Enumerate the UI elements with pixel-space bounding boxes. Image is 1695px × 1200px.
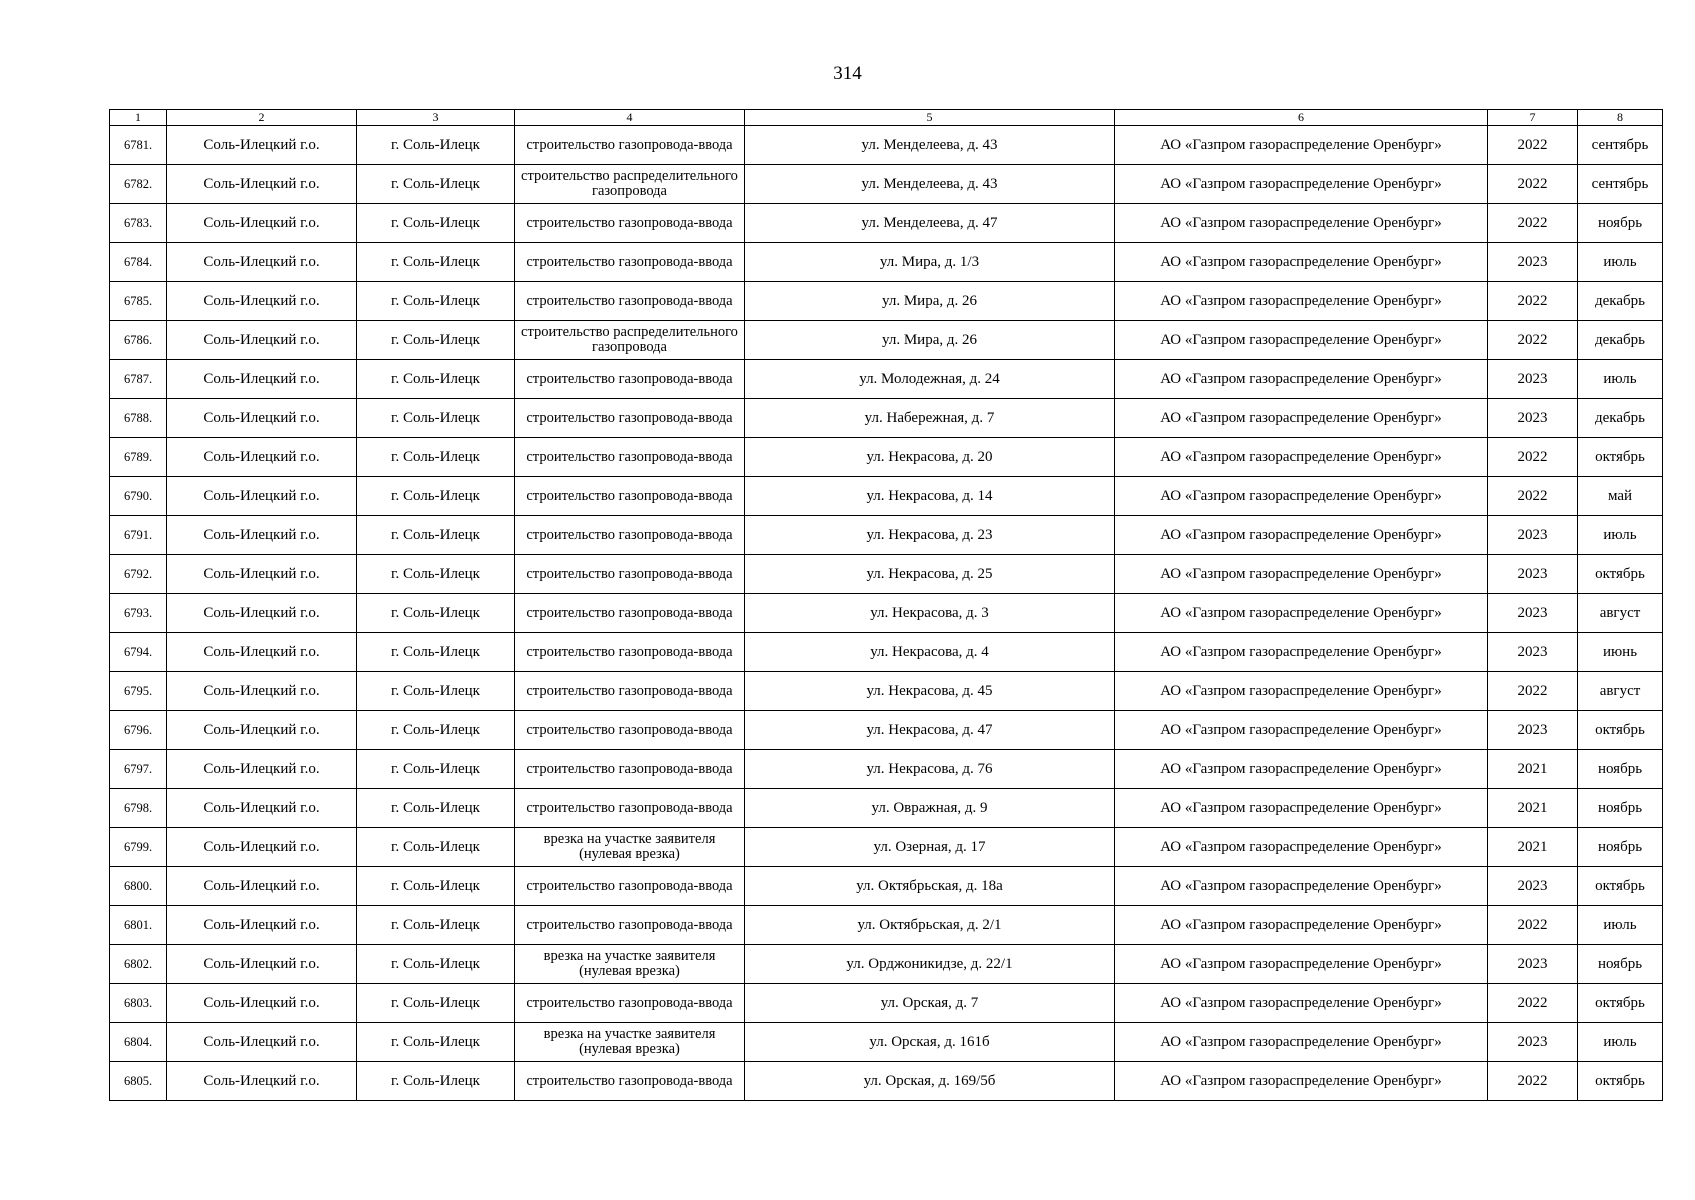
- row-number-cell: 6782.: [110, 165, 167, 204]
- settlement-cell: г. Соль-Илецк: [357, 867, 515, 906]
- work-type-cell: строительство газопровода-ввода: [515, 204, 745, 243]
- row-number-cell: 6796.: [110, 711, 167, 750]
- month-cell: август: [1578, 672, 1663, 711]
- settlement-cell: г. Соль-Илецк: [357, 828, 515, 867]
- address-cell: ул. Некрасова, д. 45: [745, 672, 1115, 711]
- organization-cell: АО «Газпром газораспределение Оренбург»: [1115, 399, 1488, 438]
- work-type-cell: строительство газопровода-ввода: [515, 906, 745, 945]
- organization-cell: АО «Газпром газораспределение Оренбург»: [1115, 906, 1488, 945]
- district-cell: Соль-Илецкий г.о.: [167, 984, 357, 1023]
- row-number-cell: 6784.: [110, 243, 167, 282]
- settlement-cell: г. Соль-Илецк: [357, 1023, 515, 1062]
- table-row: [110, 750, 1663, 789]
- month-cell: июль: [1578, 516, 1663, 555]
- address-cell: ул. Некрасова, д. 20: [745, 438, 1115, 477]
- row-number-cell: 6798.: [110, 789, 167, 828]
- work-type-cell: строительство распределительного газопровода: [515, 321, 745, 360]
- work-type-cell: строительство газопровода-ввода: [515, 516, 745, 555]
- table-row: [110, 204, 1663, 243]
- address-cell: ул. Некрасова, д. 76: [745, 750, 1115, 789]
- district-cell: Соль-Илецкий г.о.: [167, 945, 357, 984]
- year-cell: 2021: [1488, 828, 1578, 867]
- table-row: [110, 828, 1663, 867]
- work-type-cell: строительство газопровода-ввода: [515, 438, 745, 477]
- address-cell: ул. Некрасова, д. 23: [745, 516, 1115, 555]
- table-row: [110, 867, 1663, 906]
- year-cell: 2023: [1488, 711, 1578, 750]
- organization-cell: АО «Газпром газораспределение Оренбург»: [1115, 711, 1488, 750]
- address-cell: ул. Менделеева, д. 43: [745, 165, 1115, 204]
- address-cell: ул. Некрасова, д. 14: [745, 477, 1115, 516]
- row-number-cell: 6795.: [110, 672, 167, 711]
- organization-cell: АО «Газпром газораспределение Оренбург»: [1115, 126, 1488, 165]
- month-cell: ноябрь: [1578, 204, 1663, 243]
- column-number: 3: [357, 110, 515, 126]
- organization-cell: АО «Газпром газораспределение Оренбург»: [1115, 594, 1488, 633]
- month-cell: июль: [1578, 906, 1663, 945]
- district-cell: Соль-Илецкий г.о.: [167, 594, 357, 633]
- organization-cell: АО «Газпром газораспределение Оренбург»: [1115, 789, 1488, 828]
- table-row: [110, 789, 1663, 828]
- work-type-cell: строительство газопровода-ввода: [515, 555, 745, 594]
- district-cell: Соль-Илецкий г.о.: [167, 711, 357, 750]
- address-cell: ул. Менделеева, д. 47: [745, 204, 1115, 243]
- settlement-cell: г. Соль-Илецк: [357, 711, 515, 750]
- district-cell: Соль-Илецкий г.о.: [167, 1023, 357, 1062]
- month-cell: октябрь: [1578, 438, 1663, 477]
- year-cell: 2023: [1488, 633, 1578, 672]
- month-cell: октябрь: [1578, 867, 1663, 906]
- organization-cell: АО «Газпром газораспределение Оренбург»: [1115, 204, 1488, 243]
- address-cell: ул. Менделеева, д. 43: [745, 126, 1115, 165]
- table-row: [110, 1062, 1663, 1101]
- table-row: [110, 516, 1663, 555]
- district-cell: Соль-Илецкий г.о.: [167, 516, 357, 555]
- organization-cell: АО «Газпром газораспределение Оренбург»: [1115, 165, 1488, 204]
- table-body: [110, 126, 1663, 1101]
- year-cell: 2022: [1488, 204, 1578, 243]
- year-cell: 2023: [1488, 399, 1578, 438]
- work-type-cell: строительство газопровода-ввода: [515, 672, 745, 711]
- work-type-cell: строительство газопровода-ввода: [515, 282, 745, 321]
- work-type-cell: строительство газопровода-ввода: [515, 711, 745, 750]
- month-cell: июнь: [1578, 633, 1663, 672]
- settlement-cell: г. Соль-Илецк: [357, 789, 515, 828]
- organization-cell: АО «Газпром газораспределение Оренбург»: [1115, 984, 1488, 1023]
- row-number-cell: 6783.: [110, 204, 167, 243]
- address-cell: ул. Некрасова, д. 25: [745, 555, 1115, 594]
- address-cell: ул. Октябрьская, д. 2/1: [745, 906, 1115, 945]
- table-row: [110, 633, 1663, 672]
- row-number-cell: 6788.: [110, 399, 167, 438]
- year-cell: 2022: [1488, 165, 1578, 204]
- address-cell: ул. Набережная, д. 7: [745, 399, 1115, 438]
- table-row: [110, 711, 1663, 750]
- column-number: 1: [110, 110, 167, 126]
- work-type-cell: врезка на участке заявителя (нулевая врезка): [515, 1023, 745, 1062]
- address-cell: ул. Мира, д. 26: [745, 282, 1115, 321]
- district-cell: Соль-Илецкий г.о.: [167, 321, 357, 360]
- settlement-cell: г. Соль-Илецк: [357, 477, 515, 516]
- settlement-cell: г. Соль-Илецк: [357, 984, 515, 1023]
- district-cell: Соль-Илецкий г.о.: [167, 360, 357, 399]
- address-cell: ул. Октябрьская, д. 18а: [745, 867, 1115, 906]
- row-number-cell: 6801.: [110, 906, 167, 945]
- month-cell: ноябрь: [1578, 789, 1663, 828]
- month-cell: декабрь: [1578, 399, 1663, 438]
- work-type-cell: врезка на участке заявителя (нулевая врезка): [515, 945, 745, 984]
- organization-cell: АО «Газпром газораспределение Оренбург»: [1115, 867, 1488, 906]
- table-row: [110, 321, 1663, 360]
- district-cell: Соль-Илецкий г.о.: [167, 399, 357, 438]
- organization-cell: АО «Газпром газораспределение Оренбург»: [1115, 282, 1488, 321]
- table-row: [110, 984, 1663, 1023]
- organization-cell: АО «Газпром газораспределение Оренбург»: [1115, 945, 1488, 984]
- column-number: 8: [1578, 110, 1663, 126]
- district-cell: Соль-Илецкий г.о.: [167, 633, 357, 672]
- work-type-cell: строительство газопровода-ввода: [515, 243, 745, 282]
- work-type-cell: строительство газопровода-ввода: [515, 750, 745, 789]
- year-cell: 2022: [1488, 672, 1578, 711]
- table-row: [110, 399, 1663, 438]
- year-cell: 2022: [1488, 477, 1578, 516]
- address-cell: ул. Некрасова, д. 47: [745, 711, 1115, 750]
- settlement-cell: г. Соль-Илецк: [357, 555, 515, 594]
- address-cell: ул. Орская, д. 161б: [745, 1023, 1115, 1062]
- address-cell: ул. Некрасова, д. 3: [745, 594, 1115, 633]
- settlement-cell: г. Соль-Илецк: [357, 906, 515, 945]
- address-cell: ул. Орская, д. 169/5б: [745, 1062, 1115, 1101]
- settlement-cell: г. Соль-Илецк: [357, 126, 515, 165]
- organization-cell: АО «Газпром газораспределение Оренбург»: [1115, 477, 1488, 516]
- settlement-cell: г. Соль-Илецк: [357, 672, 515, 711]
- organization-cell: АО «Газпром газораспределение Оренбург»: [1115, 672, 1488, 711]
- settlement-cell: г. Соль-Илецк: [357, 243, 515, 282]
- month-cell: октябрь: [1578, 555, 1663, 594]
- row-number-cell: 6785.: [110, 282, 167, 321]
- address-cell: ул. Озерная, д. 17: [745, 828, 1115, 867]
- row-number-cell: 6787.: [110, 360, 167, 399]
- column-number-row: [110, 110, 1663, 126]
- row-number-cell: 6790.: [110, 477, 167, 516]
- table-row: [110, 282, 1663, 321]
- settlement-cell: г. Соль-Илецк: [357, 438, 515, 477]
- district-cell: Соль-Илецкий г.о.: [167, 789, 357, 828]
- table-row: [110, 477, 1663, 516]
- organization-cell: АО «Газпром газораспределение Оренбург»: [1115, 1062, 1488, 1101]
- month-cell: октябрь: [1578, 984, 1663, 1023]
- year-cell: 2021: [1488, 750, 1578, 789]
- work-type-cell: строительство газопровода-ввода: [515, 126, 745, 165]
- row-number-cell: 6789.: [110, 438, 167, 477]
- work-type-cell: строительство газопровода-ввода: [515, 594, 745, 633]
- year-cell: 2022: [1488, 126, 1578, 165]
- month-cell: декабрь: [1578, 282, 1663, 321]
- year-cell: 2023: [1488, 360, 1578, 399]
- table-row: [110, 243, 1663, 282]
- table-row: [110, 126, 1663, 165]
- organization-cell: АО «Газпром газораспределение Оренбург»: [1115, 243, 1488, 282]
- table-row: [110, 360, 1663, 399]
- row-number-cell: 6786.: [110, 321, 167, 360]
- month-cell: июль: [1578, 1023, 1663, 1062]
- row-number-cell: 6791.: [110, 516, 167, 555]
- column-number: 7: [1488, 110, 1578, 126]
- work-type-cell: строительство газопровода-ввода: [515, 477, 745, 516]
- settlement-cell: г. Соль-Илецк: [357, 204, 515, 243]
- table-row: [110, 438, 1663, 477]
- work-type-cell: строительство газопровода-ввода: [515, 399, 745, 438]
- table-row: [110, 672, 1663, 711]
- row-number-cell: 6797.: [110, 750, 167, 789]
- settlement-cell: г. Соль-Илецк: [357, 360, 515, 399]
- column-number: 2: [167, 110, 357, 126]
- row-number-cell: 6793.: [110, 594, 167, 633]
- district-cell: Соль-Илецкий г.о.: [167, 282, 357, 321]
- month-cell: май: [1578, 477, 1663, 516]
- month-cell: ноябрь: [1578, 945, 1663, 984]
- settlement-cell: г. Соль-Илецк: [357, 165, 515, 204]
- district-cell: Соль-Илецкий г.о.: [167, 672, 357, 711]
- work-type-cell: строительство газопровода-ввода: [515, 1062, 745, 1101]
- row-number-cell: 6800.: [110, 867, 167, 906]
- row-number-cell: 6781.: [110, 126, 167, 165]
- month-cell: июль: [1578, 360, 1663, 399]
- address-cell: ул. Мира, д. 1/3: [745, 243, 1115, 282]
- address-cell: ул. Мира, д. 26: [745, 321, 1115, 360]
- table-row: [110, 555, 1663, 594]
- row-number-cell: 6799.: [110, 828, 167, 867]
- organization-cell: АО «Газпром газораспределение Оренбург»: [1115, 321, 1488, 360]
- district-cell: Соль-Илецкий г.о.: [167, 126, 357, 165]
- address-cell: ул. Овражная, д. 9: [745, 789, 1115, 828]
- year-cell: 2023: [1488, 555, 1578, 594]
- settlement-cell: г. Соль-Илецк: [357, 399, 515, 438]
- work-type-cell: строительство распределительного газопровода: [515, 165, 745, 204]
- column-number: 4: [515, 110, 745, 126]
- work-type-cell: строительство газопровода-ввода: [515, 789, 745, 828]
- year-cell: 2022: [1488, 984, 1578, 1023]
- table-row: [110, 1023, 1663, 1062]
- table-row: [110, 945, 1663, 984]
- work-type-cell: строительство газопровода-ввода: [515, 867, 745, 906]
- address-cell: ул. Орская, д. 7: [745, 984, 1115, 1023]
- district-cell: Соль-Илецкий г.о.: [167, 1062, 357, 1101]
- district-cell: Соль-Илецкий г.о.: [167, 204, 357, 243]
- settlement-cell: г. Соль-Илецк: [357, 750, 515, 789]
- district-cell: Соль-Илецкий г.о.: [167, 477, 357, 516]
- month-cell: сентябрь: [1578, 165, 1663, 204]
- district-cell: Соль-Илецкий г.о.: [167, 555, 357, 594]
- row-number-cell: 6802.: [110, 945, 167, 984]
- row-number-cell: 6805.: [110, 1062, 167, 1101]
- address-cell: ул. Некрасова, д. 4: [745, 633, 1115, 672]
- district-cell: Соль-Илецкий г.о.: [167, 867, 357, 906]
- row-number-cell: 6794.: [110, 633, 167, 672]
- month-cell: август: [1578, 594, 1663, 633]
- address-cell: ул. Орджоникидзе, д. 22/1: [745, 945, 1115, 984]
- year-cell: 2023: [1488, 516, 1578, 555]
- row-number-cell: 6803.: [110, 984, 167, 1023]
- work-type-cell: врезка на участке заявителя (нулевая врезка): [515, 828, 745, 867]
- organization-cell: АО «Газпром газораспределение Оренбург»: [1115, 633, 1488, 672]
- organization-cell: АО «Газпром газораспределение Оренбург»: [1115, 828, 1488, 867]
- settlement-cell: г. Соль-Илецк: [357, 1062, 515, 1101]
- row-number-cell: 6792.: [110, 555, 167, 594]
- year-cell: 2023: [1488, 1023, 1578, 1062]
- year-cell: 2022: [1488, 282, 1578, 321]
- settlement-cell: г. Соль-Илецк: [357, 633, 515, 672]
- month-cell: июль: [1578, 243, 1663, 282]
- year-cell: 2022: [1488, 906, 1578, 945]
- table-row: [110, 594, 1663, 633]
- settlement-cell: г. Соль-Илецк: [357, 516, 515, 555]
- column-number: 6: [1115, 110, 1488, 126]
- district-cell: Соль-Илецкий г.о.: [167, 750, 357, 789]
- year-cell: 2023: [1488, 945, 1578, 984]
- year-cell: 2023: [1488, 867, 1578, 906]
- organization-cell: АО «Газпром газораспределение Оренбург»: [1115, 750, 1488, 789]
- work-type-cell: строительство газопровода-ввода: [515, 360, 745, 399]
- year-cell: 2022: [1488, 321, 1578, 360]
- district-cell: Соль-Илецкий г.о.: [167, 906, 357, 945]
- month-cell: октябрь: [1578, 1062, 1663, 1101]
- district-cell: Соль-Илецкий г.о.: [167, 243, 357, 282]
- year-cell: 2023: [1488, 243, 1578, 282]
- table-row: [110, 165, 1663, 204]
- month-cell: ноябрь: [1578, 828, 1663, 867]
- settlement-cell: г. Соль-Илецк: [357, 282, 515, 321]
- organization-cell: АО «Газпром газораспределение Оренбург»: [1115, 438, 1488, 477]
- year-cell: 2022: [1488, 438, 1578, 477]
- district-cell: Соль-Илецкий г.о.: [167, 165, 357, 204]
- register-table: [109, 109, 1663, 1101]
- district-cell: Соль-Илецкий г.о.: [167, 438, 357, 477]
- page-number: 314: [833, 63, 862, 84]
- year-cell: 2021: [1488, 789, 1578, 828]
- column-number: 5: [745, 110, 1115, 126]
- settlement-cell: г. Соль-Илецк: [357, 945, 515, 984]
- settlement-cell: г. Соль-Илецк: [357, 321, 515, 360]
- month-cell: сентябрь: [1578, 126, 1663, 165]
- row-number-cell: 6804.: [110, 1023, 167, 1062]
- organization-cell: АО «Газпром газораспределение Оренбург»: [1115, 1023, 1488, 1062]
- year-cell: 2022: [1488, 1062, 1578, 1101]
- organization-cell: АО «Газпром газораспределение Оренбург»: [1115, 555, 1488, 594]
- address-cell: ул. Молодежная, д. 24: [745, 360, 1115, 399]
- month-cell: октябрь: [1578, 711, 1663, 750]
- work-type-cell: строительство газопровода-ввода: [515, 633, 745, 672]
- district-cell: Соль-Илецкий г.о.: [167, 828, 357, 867]
- organization-cell: АО «Газпром газораспределение Оренбург»: [1115, 360, 1488, 399]
- work-type-cell: строительство газопровода-ввода: [515, 984, 745, 1023]
- month-cell: ноябрь: [1578, 750, 1663, 789]
- month-cell: декабрь: [1578, 321, 1663, 360]
- organization-cell: АО «Газпром газораспределение Оренбург»: [1115, 516, 1488, 555]
- settlement-cell: г. Соль-Илецк: [357, 594, 515, 633]
- year-cell: 2023: [1488, 594, 1578, 633]
- table-row: [110, 906, 1663, 945]
